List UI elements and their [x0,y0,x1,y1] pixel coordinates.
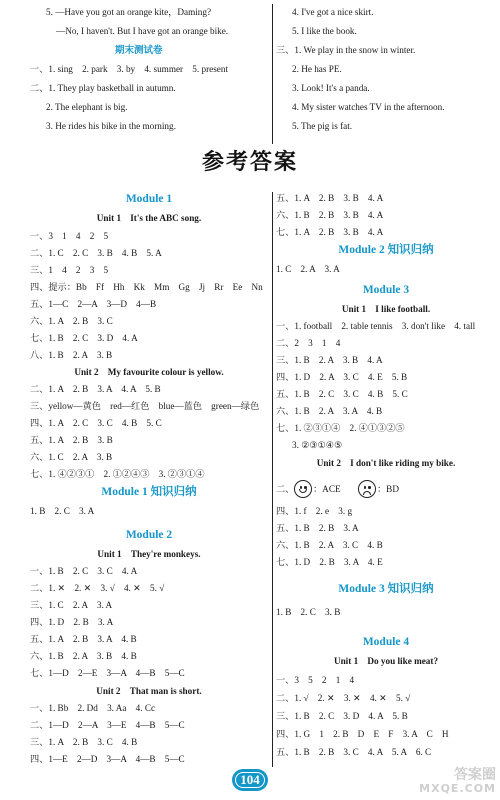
unit-title: Unit 2 That man is short. [96,686,202,696]
watermark-text: 答案圈 [454,767,496,783]
answer-line: 1. C 2. A 3. A [276,264,340,274]
answer-line: 七、1. ④②③① 2. ①②④③ 3. ②③①④ [30,469,205,479]
answer-line: 六、1. C 2. A 3. B [30,452,113,462]
text-line: 3. Look! It's a panda. [292,83,370,93]
column-divider [272,192,273,767]
text-line: 5. The pig is fat. [292,121,353,131]
answer-line: 六、1. A 2. B 3. C [30,316,113,326]
unit-title: Unit 2 My favourite colour is yellow. [74,367,224,377]
text-line: 5. I like the book. [292,26,357,36]
answer-line: 一、3 1 4 2 5 [30,231,109,241]
page-number: 104 [232,769,268,791]
text-line: —No, I haven't. But I have got an orange bike. [56,26,229,36]
question-number: 二、 [276,484,295,494]
answer-line: 五、1. A 2. B 3. A 4. B [30,634,137,644]
answer-line-faces [276,483,294,495]
answer-line: 1. B 2. C 3. A [30,506,95,516]
text-line: 4. My sister watches TV in the afternoon. [292,102,445,112]
sad-answers: ：BD [377,484,399,494]
answer-line: 七、1. B 2. C 3. D 4. A [30,333,138,343]
module-title: Module 2 [125,529,173,541]
answer-line: 三、1. B 2. A 3. B 4. A [276,355,383,365]
answer-line: 3. ②③①④⑤ [292,440,343,450]
right-column [276,192,496,767]
answer-line: 六、1. B 2. A 3. A 4. B [276,406,383,416]
answer-line: 五、1—C 2—A 3—D 4—B [30,299,157,309]
module-title: Module 3 [362,284,410,296]
answer-line: 一、1. Bb 2. Dd 3. Aa 4. Cc [30,703,156,713]
column-divider [272,4,273,144]
answer-line: 五、1. A 2. B 3. B [30,435,113,445]
answer-line: 七、1. ②③①④ 2. ④①③②⑤ [276,423,405,433]
happy-answers: ：ACE [313,484,341,494]
text-line: 二、1. They play basketball in autumn. [30,83,176,93]
unit-title: Unit 2 I don't like riding my bike. [316,458,456,468]
answer-line: 二、1—D 2—A 3—E 4—B 5—C [30,720,185,730]
answer-line: 一、3 5 2 1 4 [276,675,355,685]
exam-section-label: 期末测试卷 [115,46,163,56]
answer-line: 二、2 3 1 4 [276,338,341,348]
answer-line: 二、1. C 2. C 3. B 4. B 5. A [30,248,162,258]
answer-line: 二、1. A 2. B 3. A 4. A 5. B [30,384,161,394]
answer-line: 五、1. B 2. B 3. A [276,523,359,533]
answer-line: 三、1. B 2. C 3. D 4. A 5. B [276,711,408,721]
sad-face-icon [358,480,376,498]
page-title: 参考答案 [201,149,298,174]
answer-line: 四、1—E 2—D 3—A 4—B 5—C [30,754,185,764]
answer-line: 四、1. D 2. B 3. A [30,617,114,627]
text-line: 3. He rides his bike in the morning. [46,121,176,131]
answer-line: 四、1. G 1 2. B D E F 3. A C H [276,729,449,739]
answer-line: 八、1. B 2. A 3. B [30,350,113,360]
answer-line: 四、提示：Bb Ff Hh Kk Mm Gg Jj Rr Ee Nn [30,282,263,292]
text-line: 2. The elephant is big. [46,102,128,112]
answer-line: 五、1. A 2. B 3. B 4. A [276,193,384,203]
answer-line: 一、1. B 2. C 3. C 4. A [30,566,138,576]
answer-line: 1. B 2. C 3. B [276,607,341,617]
watermark-logo [419,768,496,795]
answer-line: 六、1. B 2. A 3. B 4. B [30,651,137,661]
answer-line: 六、1. B 2. A 3. C 4. B [276,540,383,550]
unit-title: Unit 1 They're monkeys. [97,549,201,559]
unit-title: Unit 1 It's the ABC song. [96,213,202,223]
module-title: Module 4 [362,636,410,648]
answer-line: 三、yellow—黄色 red—红色 blue—蓝色 green—绿色 [30,401,260,411]
text-line: 2. He has PE. [292,64,342,74]
answer-line: 四、1. D 2. A 3. C 4. E 5. B [276,372,408,382]
answer-line: 二、1. ✕ 2. ✕ 3. √ 4. ✕ 5. √ [30,583,165,593]
answer-line: 三、1 4 2 3 5 [30,265,109,275]
answer-line: 七、1. A 2. B 3. B 4. A [276,227,384,237]
top-right-column [276,6,496,146]
unit-title: Unit 1 I like football. [341,304,431,314]
answer-line: 六、1. B 2. B 3. B 4. A [276,210,384,220]
answer-line: 二、1. √ 2. ✕ 3. ✕ 4. ✕ 5. √ [276,693,411,703]
answer-line: 五、1. B 2. C 3. C 4. B 5. C [276,389,408,399]
answer-line: 三、1. A 2. B 3. C 4. B [30,737,138,747]
happy-face-icon [294,480,312,498]
module-title: Module 1 [125,193,173,205]
answer-line: 七、1—D 2—E 3—A 4—B 5—C [30,668,185,678]
module-summary-title: Module 1 知识归纳 [101,486,197,498]
text-line: 一、1. sing 2. park 3. by 4. summer 5. present [30,64,229,74]
watermark-url: MXQE.COM [419,782,496,795]
answer-line: 一、1. football 2. table tennis 3. don't like 4. tall [276,321,476,331]
answer-line: 五、1. B 2. B 3. C 4. A 5. A 6. C [276,747,432,757]
answer-line: 三、1. C 2. A 3. A [30,600,113,610]
module-summary-title: Module 2 知识归纳 [338,244,434,256]
text-line: 4. I've got a nice skirt. [292,7,374,17]
answer-line: 四、1. A 2. C 3. C 4. B 5. C [30,418,162,428]
answer-line: 七、1. D 2. B 3. A 4. E [276,557,383,567]
text-line: 5. —Have you got an orange kite，Daming? [46,7,212,17]
left-column [30,192,268,762]
module-summary-title: Module 3 知识归纳 [338,583,434,595]
unit-title: Unit 1 Do you like meat? [333,656,439,666]
text-line: 三、1. We play in the snow in winter. [276,45,416,55]
top-left-column [30,6,260,146]
answer-line: 四、1. f 2. e 3. g [276,506,353,516]
